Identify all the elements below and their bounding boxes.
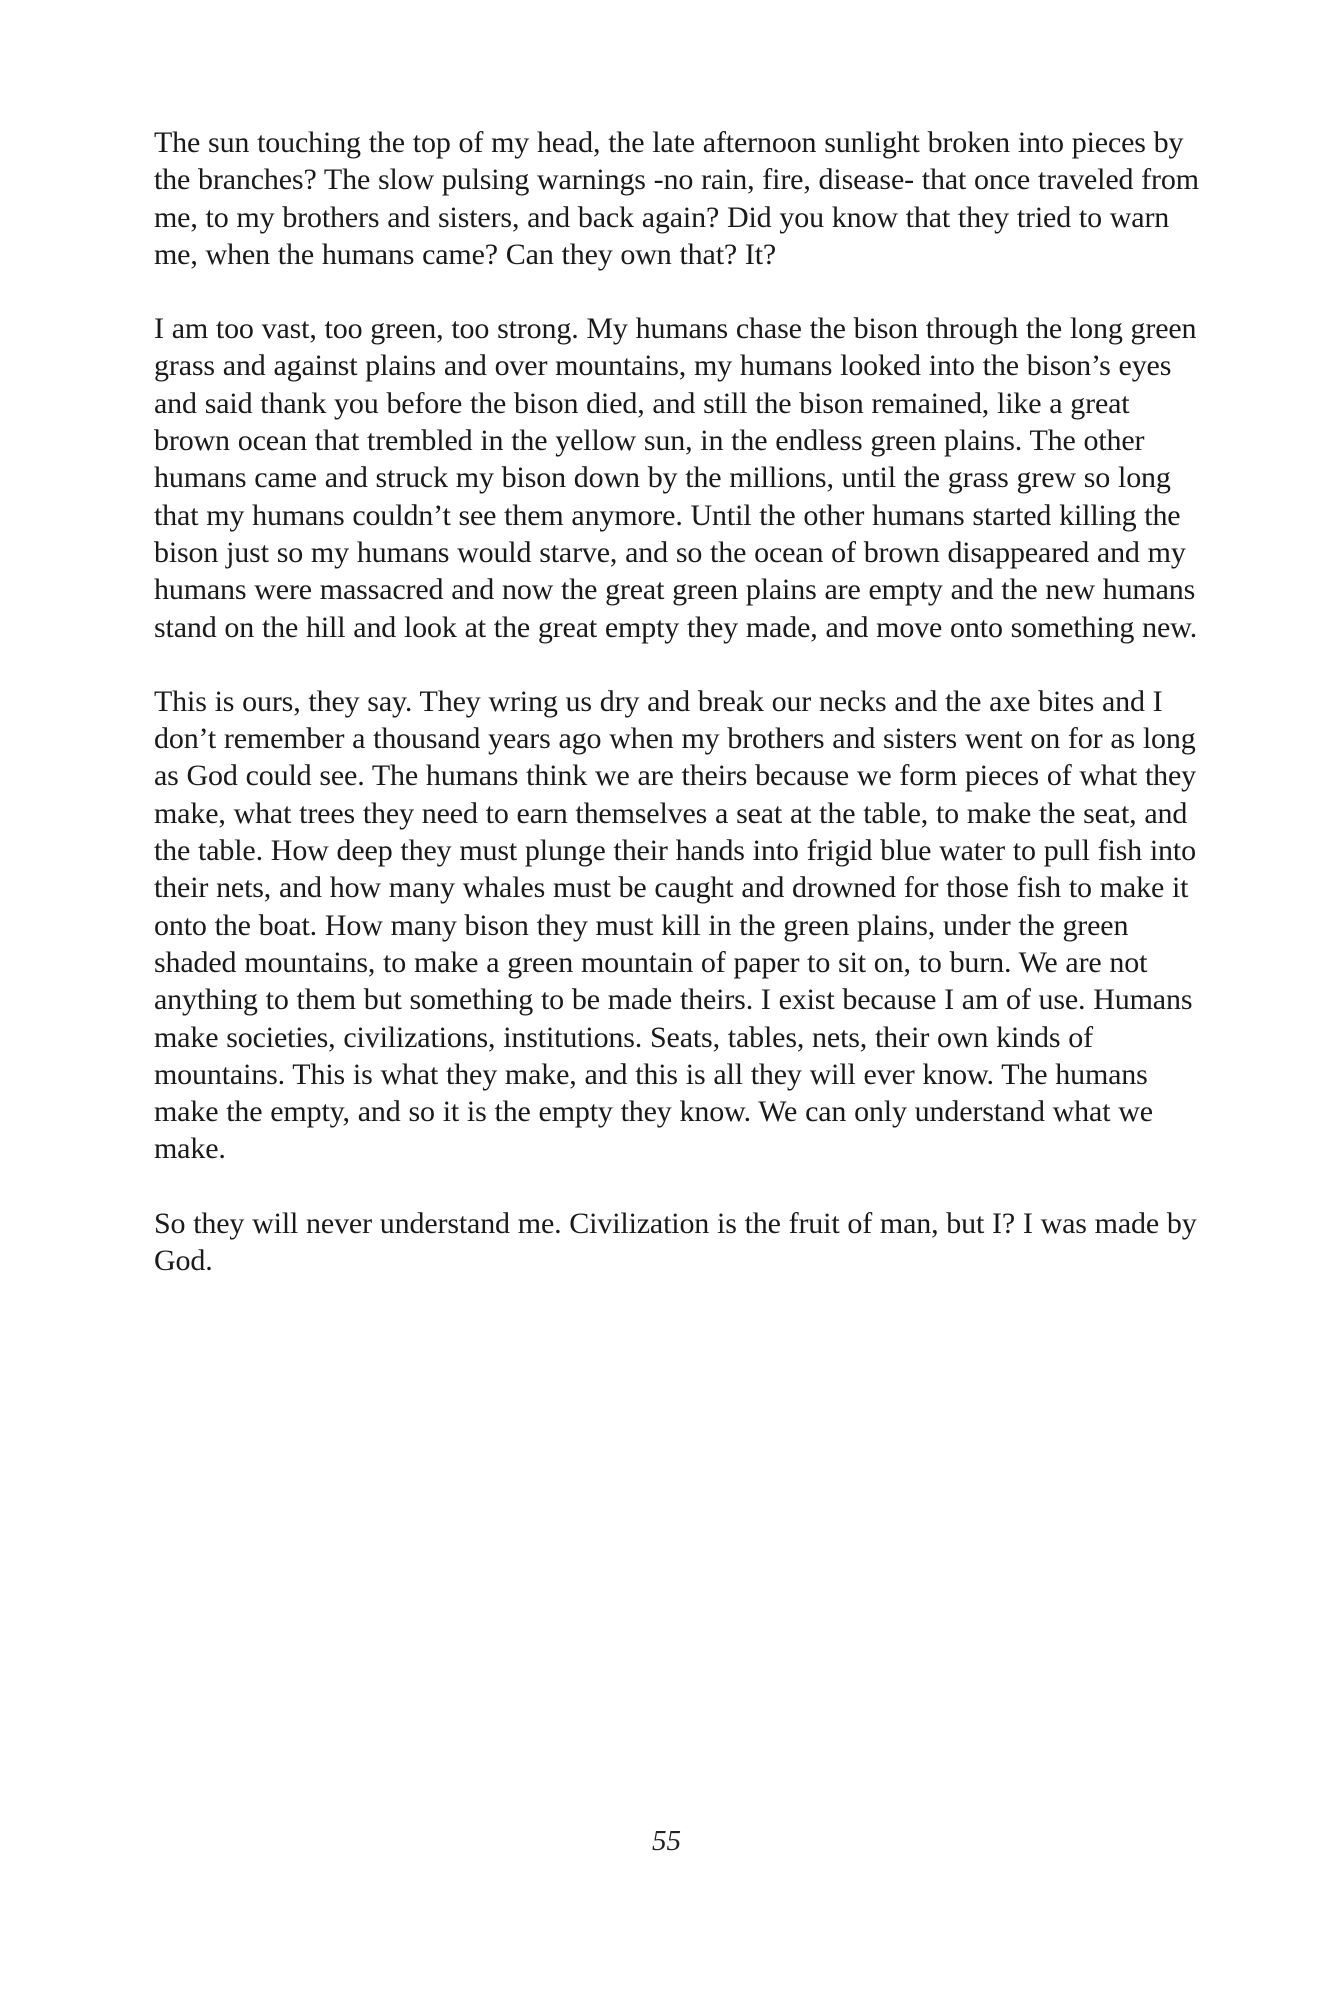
page-number: 55 (652, 1825, 681, 1857)
paragraph-4: So they will never understand me. Civilization is the fruit of man, but I? I was made by God. (154, 1206, 1197, 1278)
paragraph-3: This is ours, they say. They wring us dry and break our necks and the axe bites and I don’t remember a thousand years ago when my brothers and sisters went on for as long as God could see. The humans think we are theirs because we form pieces of what they make, what trees they need to earn themselves a seat at the table, to make the seat, and the table. How deep they must plunge their hands into frigid blue water to pull fish into their nets, and how many whales must be caught and drowned for those fish to make it onto the boat. How many bison they must kill in the green plains, under the green shaded mountains, to make a green mountain of paper to sit on, to burn. We are not anything to them but something to be made theirs. I exist because I am of use. Humans make societies, civilizations, institutions. Seats, tables, nets, their own kinds of mountains. This is what they make, and this is all they will ever know. The humans make the empty, and so it is the empty they know. We can only understand what we make. (154, 684, 1197, 1166)
body-text (154, 124, 1204, 1316)
paragraph-2: I am too vast, too green, too strong. My humans chase the bison through the long green grass and against plains and over mountains, my humans looked into the bison’s eyes and said thank you before the bison died, and still the bison remained, like a great brown ocean that trembled in the yellow sun, in the endless green plains. The other humans came and struck my bison down by the millions, until the grass grew so long that my humans couldn’t see them anymore. Until the other humans started killing the bison just so my humans would starve, and so the ocean of brown disappeared and my humans were massacred and now the great green plains are empty and the new humans stand on the hill and look at the great empty they made, and move onto something new. (154, 312, 1198, 644)
paragraph-1: The sun touching the top of my head, the late afternoon sunlight broken into pieces by the branches? The slow pulsing warnings -no rain, fire, disease- that once traveled from me, to my brothers and sisters, and back again? Did you know that they tried to warn me, when the humans came? Can they own that? It? (154, 126, 1199, 271)
